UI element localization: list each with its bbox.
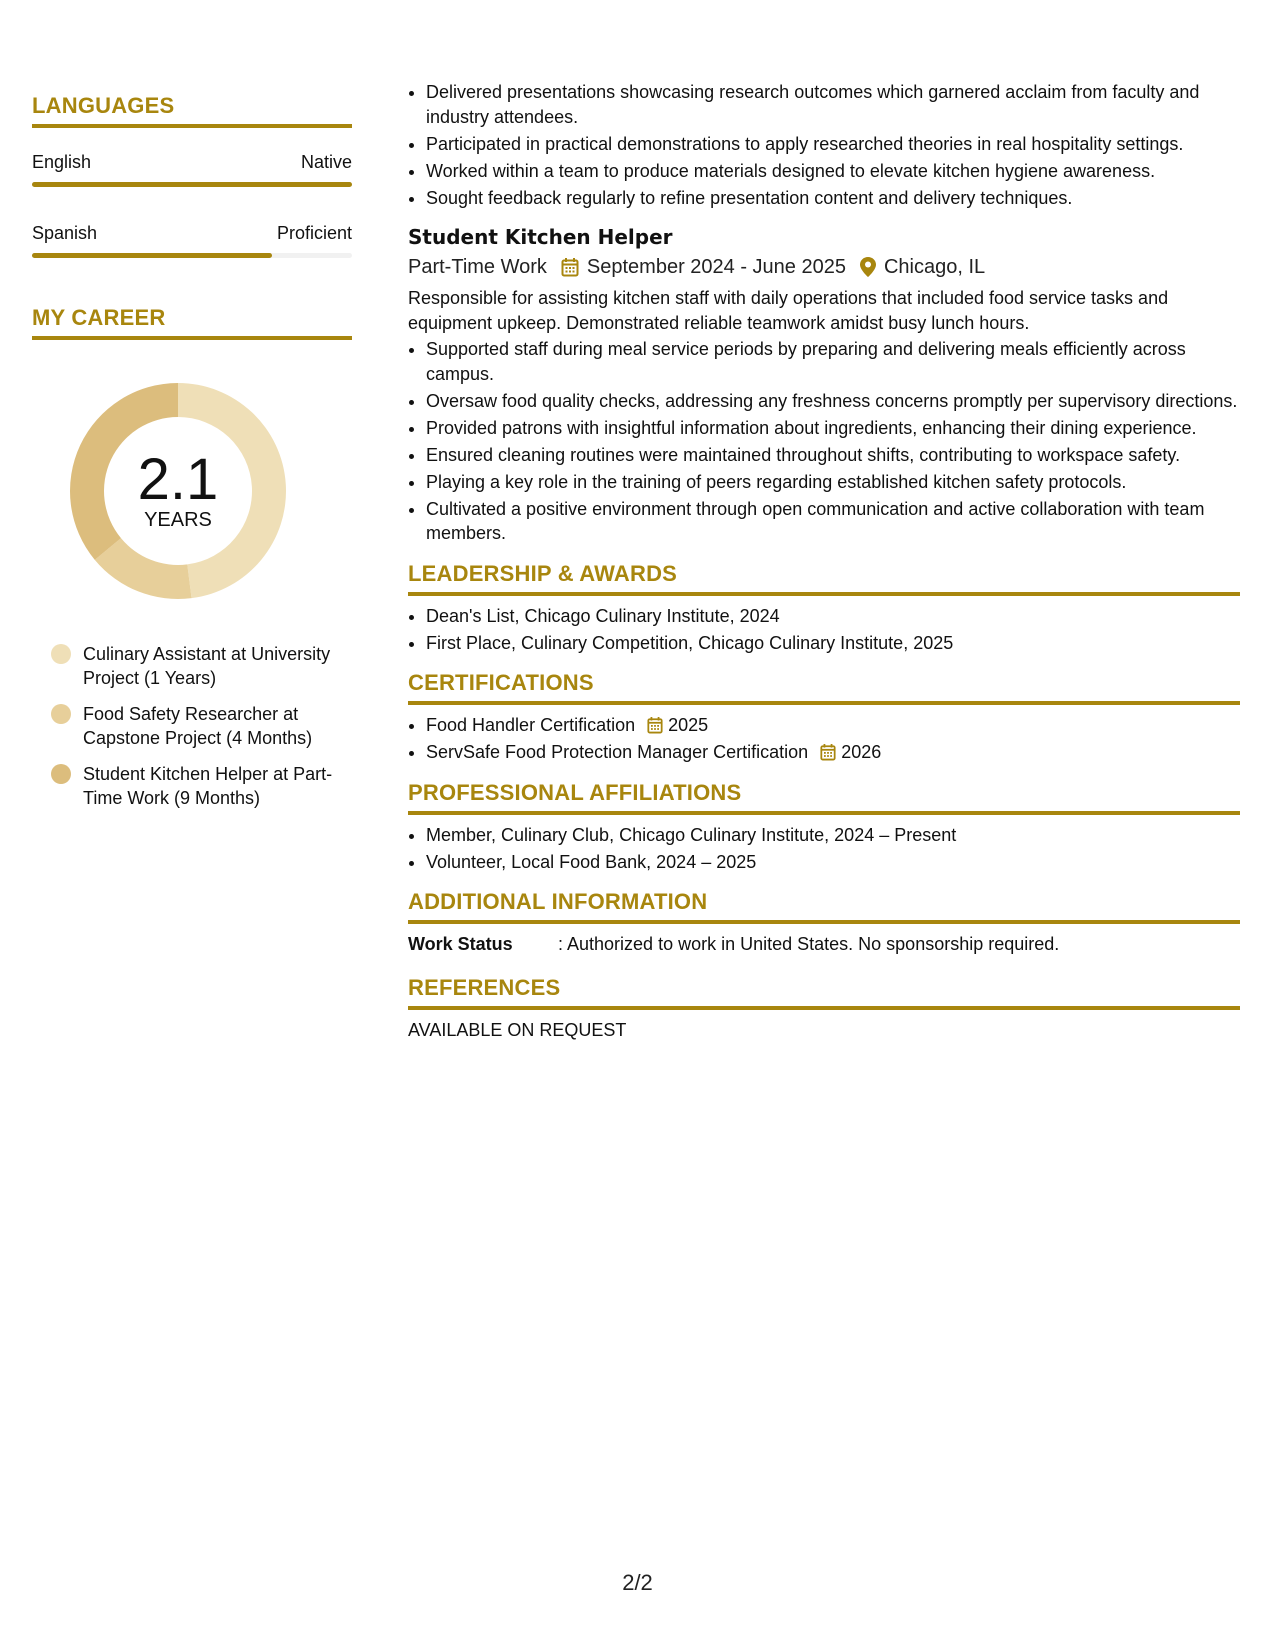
affiliations-list [408,823,1240,875]
job-title: Student Kitchen Helper [408,225,673,249]
language-level-bar [32,182,352,187]
language-spanish [32,221,352,258]
location-pin-icon [860,257,876,277]
bullet-item: • Delivered presentations showcasing research outcomes which garnered acclaim from faculty and industry attendees. [426,80,1240,129]
references-text: AVAILABLE ON REQUEST [408,1020,627,1040]
legend-label: Student Kitchen Helper at Part-Time Work (9 Months) [83,764,333,808]
legend-label: Food Safety Researcher at Capstone Project (4 Months) [83,704,313,748]
legend-dot [51,704,71,724]
job-meta [408,252,1240,282]
legend-dot [51,764,71,784]
leadership-list [408,604,1240,656]
affiliation-item: • Volunteer, Local Food Bank, 2024 – 2025 [426,850,1240,875]
work-status-row [408,932,1240,956]
work-status-value: : Authorized to work in United States. No sponsorship required. [558,934,1060,954]
career-legend [51,642,352,810]
previous-job-bullets [408,80,1240,210]
calendar-icon [561,257,579,277]
calendar-icon [647,716,663,734]
language-level-bar [32,253,352,258]
career-total-value: 2.1 [137,447,219,512]
language-english [32,150,352,187]
career-total-unit: YEARS [144,509,212,531]
award-item: • First Place, Culinary Competition, Chicago Culinary Institute, 2025 [426,631,1240,656]
language-level: Native [300,152,352,172]
languages-title: LANGUAGES [32,92,352,128]
legend-label: Culinary Assistant at University Project (1 Years) [83,644,331,688]
bullet-item: • Oversaw food quality checks, addressing any freshness concerns promptly per supervisory directions. [426,389,1240,414]
language-name: English [32,152,92,172]
page-number: 2/2 [622,1570,653,1595]
certification-year: 2026 [841,742,882,762]
calendar-icon [820,743,836,761]
job-location: Chicago, IL [883,256,986,278]
legend-dot [51,644,71,664]
career-legend-item [51,762,352,810]
bullet-item: • Playing a key role in the training of peers regarding established kitchen safety protocols. [426,470,1240,495]
career-donut-chart [65,378,291,604]
career-legend-item [51,702,352,750]
certification-year: 2025 [668,715,709,735]
work-status-label: Work Status [408,934,513,954]
certification-item [426,713,1240,738]
certification-item [426,740,1240,765]
additional-info-title: ADDITIONAL INFORMATION [408,888,1240,924]
language-name: Spanish [32,223,98,243]
bullet-item: • Worked within a team to produce materials designed to elevate kitchen hygiene awareness. [426,159,1240,184]
bullet-item: • Supported staff during meal service periods by preparing and delivering meals efficiently across campus. [426,337,1240,386]
references-title: REFERENCES [408,974,1240,1010]
bullet-item: • Participated in practical demonstrations to apply researched theories in real hospitality settings. [426,132,1240,157]
bullet-item: • Provided patrons with insightful information about ingredients, enhancing their dining experience. [426,416,1240,441]
language-level-fill [32,253,272,258]
affiliation-item: • Member, Culinary Club, Chicago Culinary Institute, 2024 – Present [426,823,1240,848]
job-bullets [408,337,1240,546]
certifications-title: CERTIFICATIONS [408,669,1240,705]
leadership-title: LEADERSHIP & AWARDS [408,560,1240,596]
sidebar [32,92,352,822]
bullet-item: • Cultivated a positive environment through open communication and active collaboration with team members. [426,497,1240,546]
certification-name: • Food Handler Certification [426,715,636,735]
language-level: Proficient [276,223,352,243]
job-company: Part-Time Work [408,256,547,278]
career-title: MY CAREER [32,304,352,340]
language-level-fill [32,182,352,187]
bullet-item: • Ensured cleaning routines were maintained throughout shifts, contributing to workspace safety. [426,443,1240,468]
affiliations-title: PROFESSIONAL AFFILIATIONS [408,779,1240,815]
career-legend-item [51,642,352,690]
certifications-list [408,713,1240,765]
main-column [408,80,1240,1042]
job-dates: September 2024 - June 2025 [586,256,846,278]
award-item: • Dean's List, Chicago Culinary Institute, 2024 [426,604,1240,629]
bullet-item: • Sought feedback regularly to refine presentation content and delivery techniques. [426,186,1240,211]
job-description: Responsible for assisting kitchen staff with daily operations that included food service tasks and equipment upkeep. Demonstrated reliable teamwork amidst busy lunch hours. [408,288,1169,333]
certification-name: • ServSafe Food Protection Manager Certification [426,742,809,762]
career-donut-svg [65,378,291,604]
